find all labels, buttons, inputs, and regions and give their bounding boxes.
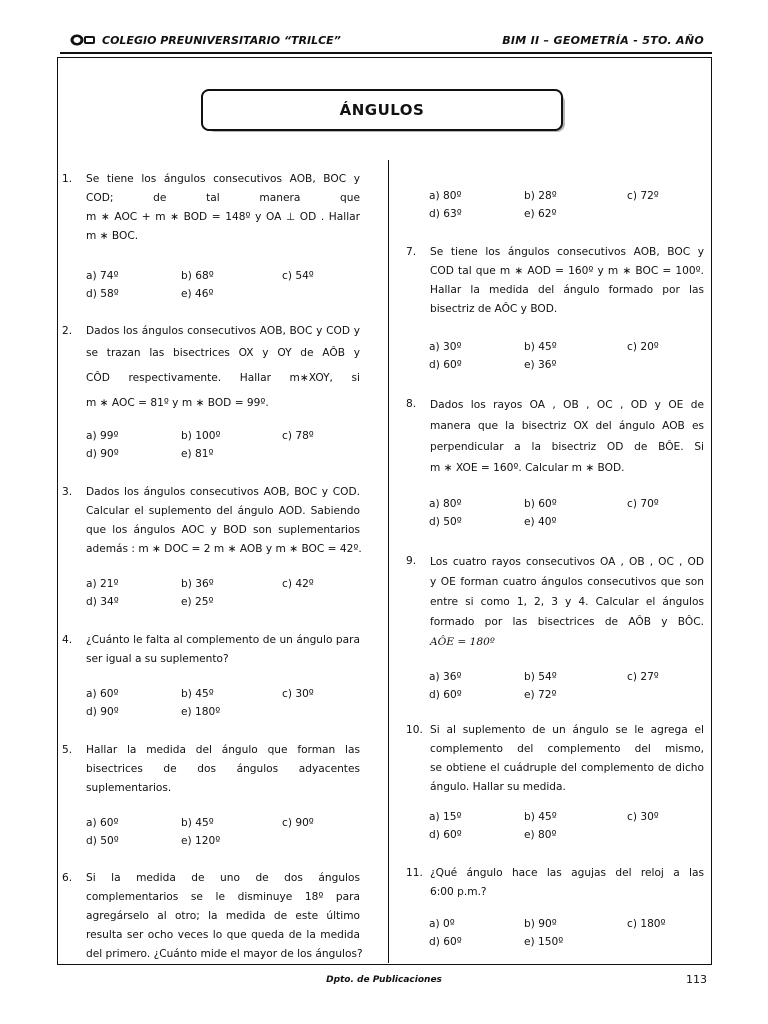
option: e) 72º [524, 689, 557, 701]
stem-line: complemento del complemento del mismo, [430, 743, 704, 755]
option: a) 36º [429, 671, 462, 683]
school-logo-icon [70, 34, 96, 46]
option: c) 30º [627, 811, 659, 823]
school-name: COLEGIO PREUNIVERSITARIO “TRILCE” [102, 34, 341, 47]
stem-line: complementarios se le disminuye 18º para [86, 891, 360, 903]
option: d) 60º [429, 689, 462, 701]
stem-line: Los cuatro rayos consecutivos OA , OB , OC , OD [430, 556, 704, 568]
option: a) 60º [86, 817, 119, 829]
stem-line: Hallar la medida del ángulo que forman las [86, 744, 360, 756]
option: e) 25º [181, 596, 214, 608]
option: e) 46º [181, 288, 214, 300]
option: d) 34º [86, 596, 119, 608]
stem-line: bisectrices de dos ángulos adyacentes [86, 763, 360, 775]
option: a) 15º [429, 811, 462, 823]
stem-line: CÔD respectivamente. Hallar m∗XOY, si [86, 372, 360, 384]
course-label: BIM II – GEOMETRÍA - 5TO. AÑO [502, 34, 704, 47]
option: b) 100º [181, 430, 221, 442]
stem-line: Dados los ángulos consecutivos AOB, BOC y COD y [86, 325, 360, 337]
stem-line: bisectriz de AÔC y BOD. [430, 303, 558, 315]
question-stem [430, 552, 704, 652]
stem-line: m ∗ BOC. [86, 230, 139, 242]
option: e) 120º [181, 835, 221, 847]
question-number: 1. [62, 173, 73, 185]
option: c) 70º [627, 498, 659, 510]
option: b) 54º [524, 671, 557, 683]
option: a) 74º [86, 270, 119, 282]
stem-line: suplementarios. [86, 782, 172, 794]
option: d) 60º [429, 359, 462, 371]
option: c) 72º [627, 190, 659, 202]
question-number: 9. [406, 555, 417, 567]
column-divider [388, 160, 389, 963]
question-stem [86, 631, 360, 669]
option: d) 60º [429, 936, 462, 948]
option: a) 30º [429, 341, 462, 353]
option: d) 63º [429, 208, 462, 220]
option: c) 54º [282, 270, 314, 282]
option: d) 50º [86, 835, 119, 847]
option: c) 78º [282, 430, 314, 442]
page-title: ÁNGULOS [201, 89, 563, 131]
question-stem [430, 395, 704, 479]
stem-line: Si la medida de uno de dos ángulos [86, 872, 360, 884]
option: a) 0º [429, 918, 455, 930]
stem-line: ser igual a su suplemento? [86, 653, 229, 665]
stem-line: perpendicular a la bisectriz OD de BÔE. Si [430, 441, 704, 453]
option: b) 68º [181, 270, 214, 282]
page-header [60, 32, 712, 54]
option: c) 90º [282, 817, 314, 829]
question-number: 10. [406, 724, 423, 736]
option: c) 42º [282, 578, 314, 590]
option: a) 99º [86, 430, 119, 442]
stem-line: ¿Qué ángulo hace las agujas del reloj a las [430, 867, 704, 879]
stem-line: m ∗ AOC + m ∗ BOD = 148º y OA ⊥ OD . Hallar [86, 211, 360, 223]
option: a) 80º [429, 190, 462, 202]
option: b) 36º [181, 578, 214, 590]
option: c) 180º [627, 918, 666, 930]
stem-line: AÔE = 180º [430, 636, 495, 648]
option: d) 90º [86, 706, 119, 718]
question-stem [86, 170, 360, 246]
stem-line: resulta ser ocho veces lo que queda de la medida [86, 929, 360, 941]
stem-line: Dados los rayos OA , OB , OC , OD y OE de [430, 399, 704, 411]
stem-line: 6:00 p.m.? [430, 886, 487, 898]
option: b) 90º [524, 918, 557, 930]
question-number: 3. [62, 486, 73, 498]
stem-line: del primero. ¿Cuánto mide el mayor de los ángulos? [86, 948, 363, 960]
option: e) 150º [524, 936, 564, 948]
stem-line: manera que la bisectriz OX del ángulo AOB es [430, 420, 704, 432]
option: b) 60º [524, 498, 557, 510]
question-stem [86, 483, 360, 559]
question-stem [86, 741, 360, 798]
question-stem [430, 243, 704, 319]
stem-line: ángulo. Hallar su medida. [430, 781, 566, 793]
stem-line: y OE forman cuatro ángulos consecutivos que son [430, 576, 704, 588]
option: d) 90º [86, 448, 119, 460]
option: a) 60º [86, 688, 119, 700]
option: d) 58º [86, 288, 119, 300]
question-number: 6. [62, 872, 73, 884]
option: c) 30º [282, 688, 314, 700]
option: d) 50º [429, 516, 462, 528]
question-number: 5. [62, 744, 73, 756]
stem-line: COD; de tal manera que [86, 192, 360, 204]
option: b) 45º [524, 811, 557, 823]
stem-line: se trazan las bisectrices OX y OY de AÔB y [86, 347, 360, 359]
question-number: 7. [406, 246, 417, 258]
footer-department: Dpto. de Publicaciones [326, 975, 442, 985]
option: e) 180º [181, 706, 221, 718]
option: b) 45º [181, 688, 214, 700]
option: c) 27º [627, 671, 659, 683]
stem-line: Dados los ángulos consecutivos AOB, BOC y COD. [86, 486, 360, 498]
question-number: 8. [406, 398, 417, 410]
stem-line: formado por las bisectrices de AÔB y BÔC. [430, 616, 704, 628]
option: b) 45º [181, 817, 214, 829]
stem-line: m ∗ XOE = 160º. Calcular m ∗ BOD. [430, 462, 625, 474]
option: e) 62º [524, 208, 557, 220]
stem-line: m ∗ AOC = 81º y m ∗ BOD = 99º. [86, 397, 269, 409]
option: c) 20º [627, 341, 659, 353]
stem-line: COD tal que m ∗ AOD = 160º y m ∗ BOC = 100º. [430, 265, 704, 277]
question-stem [430, 864, 704, 902]
stem-line: Calcular el suplemento del ángulo AOD. Sabiendo [86, 505, 360, 517]
question-number: 11. [406, 867, 423, 879]
option: a) 21º [86, 578, 119, 590]
option: a) 80º [429, 498, 462, 510]
option: b) 45º [524, 341, 557, 353]
option: e) 80º [524, 829, 557, 841]
question-stem [86, 322, 360, 416]
stem-line: Se tiene los ángulos consecutivos AOB, BOC y [430, 246, 704, 258]
option: d) 60º [429, 829, 462, 841]
stem-line: Se tiene los ángulos consecutivos AOB, BOC y [86, 173, 360, 185]
stem-line: agregárselo al otro; la medida de este último [86, 910, 360, 922]
stem-line: Si al suplemento de un ángulo se le agrega el [430, 724, 704, 736]
page-number: 113 [686, 973, 707, 986]
question-stem [86, 869, 363, 964]
stem-line: se obtiene el cuádruple del complemento de dicho [430, 762, 704, 774]
stem-line: Hallar la medida del ángulo formado por las [430, 284, 704, 296]
question-number: 2. [62, 325, 73, 337]
stem-line: entre si como 1, 2, 3 y 4. Calcular el ángulos [430, 596, 704, 608]
option: e) 81º [181, 448, 214, 460]
option: b) 28º [524, 190, 557, 202]
option: e) 36º [524, 359, 557, 371]
option: e) 40º [524, 516, 557, 528]
stem-line: ¿Cuánto le falta al complemento de un ángulo para [86, 634, 360, 646]
question-number: 4. [62, 634, 73, 646]
stem-line: que los ángulos AOC y BOD son suplementarios [86, 524, 360, 536]
question-stem [430, 721, 704, 797]
stem-line: además : m ∗ DOC = 2 m ∗ AOB y m ∗ BOC = 42º. [86, 543, 362, 555]
